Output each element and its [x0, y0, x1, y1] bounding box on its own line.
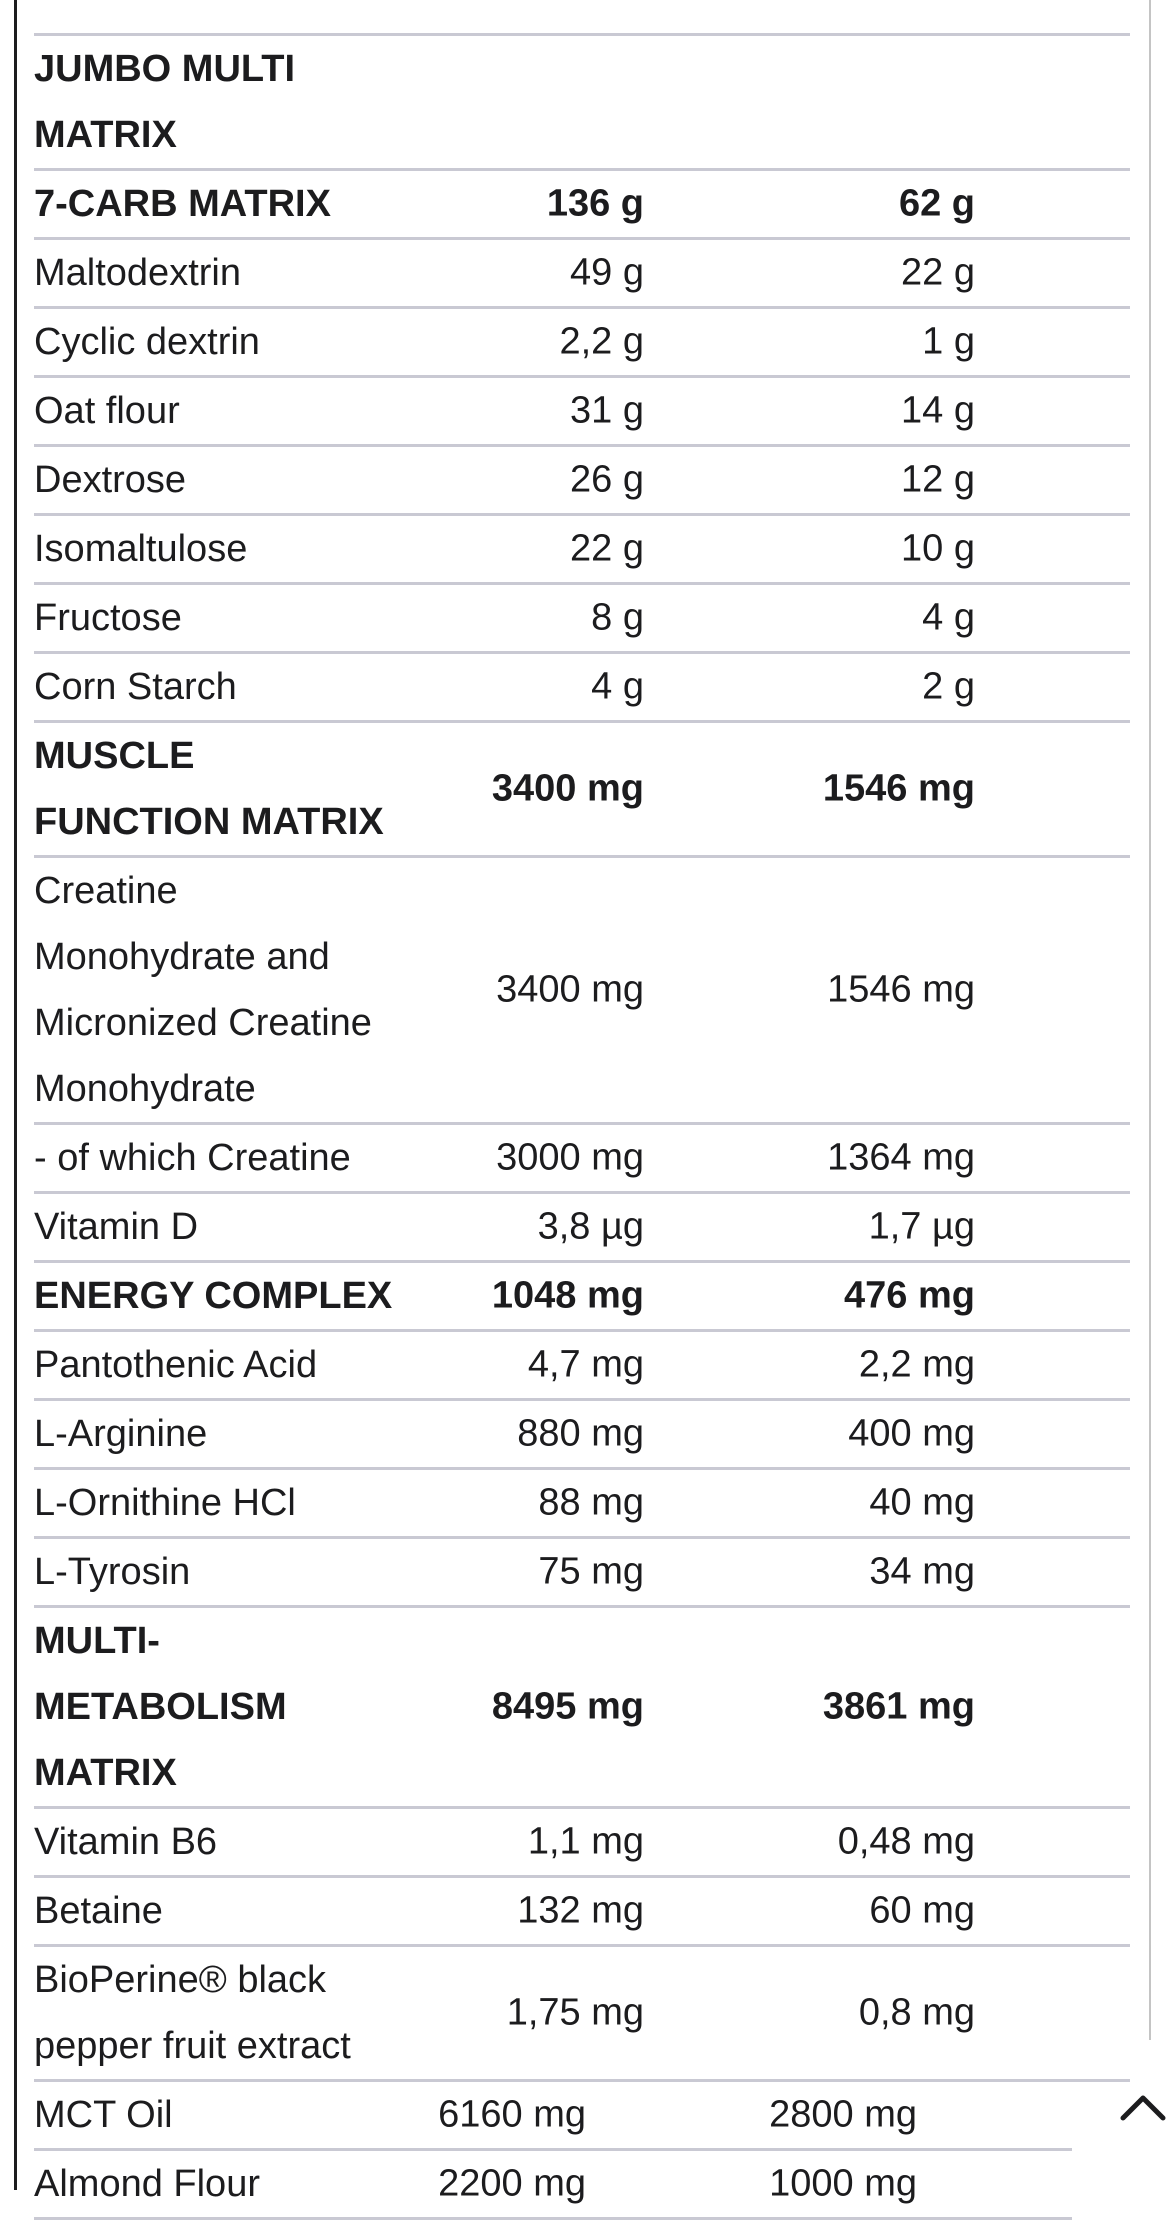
table-row	[34, 2151, 1072, 2220]
amount-per-serving: 1,75 mg	[506, 1991, 644, 2034]
amount-per-100g: 2 g	[922, 665, 975, 708]
table-row	[34, 1947, 1130, 2082]
nutrient-name: Isomaltulose	[34, 528, 248, 570]
amount-per-100g: 60 mg	[869, 1889, 975, 1932]
amount-per-serving: 1048 mg	[491, 1274, 644, 1317]
table-row	[34, 1332, 1130, 1401]
table-row	[34, 2082, 1072, 2151]
table-row	[34, 858, 1130, 1125]
amount-per-100g: 1,7 µg	[868, 1205, 975, 1248]
nutrient-name: L-Arginine	[34, 1413, 208, 1455]
amount-per-serving: 8 g	[591, 596, 644, 639]
amount-per-100g: 476 mg	[844, 1274, 975, 1317]
nutrient-name: BioPerine® black pepper fruit extract	[34, 1959, 351, 2067]
amount-per-serving: 88 mg	[538, 1481, 644, 1524]
table-row	[34, 378, 1130, 447]
amount-per-serving: 2200 mg	[438, 2162, 586, 2205]
nutrient-name: L-Ornithine HCl	[34, 1482, 296, 1524]
table-row	[34, 1470, 1130, 1539]
nutrient-name: Fructose	[34, 597, 182, 639]
nutrient-name: Corn Starch	[34, 666, 237, 708]
table-row	[34, 1194, 1130, 1263]
nutrient-name: Cyclic dextrin	[34, 321, 260, 363]
amount-per-100g: 0,8 mg	[858, 1991, 975, 2034]
amount-per-100g: 34 mg	[869, 1550, 975, 1593]
amount-per-serving: 3000 mg	[496, 1136, 644, 1179]
nutrient-name: Vitamin D	[34, 1206, 199, 1248]
table-row	[34, 1878, 1130, 1947]
nutrient-name: Betaine	[34, 1890, 163, 1932]
table-row	[34, 723, 1130, 858]
table-row	[34, 1401, 1130, 1470]
nutrient-name: Almond Flour	[34, 2163, 260, 2205]
nutrient-name: - of which Creatine	[34, 1137, 351, 1179]
amount-per-serving: 1,1 mg	[527, 1820, 644, 1863]
amount-per-100g: 2,2 mg	[858, 1343, 975, 1386]
table-row	[34, 1608, 1130, 1809]
table-row	[34, 36, 1130, 171]
amount-per-100g: 1364 mg	[827, 1136, 975, 1179]
amount-per-serving: 6160 mg	[438, 2093, 586, 2136]
table-row	[34, 240, 1130, 309]
amount-per-serving: 880 mg	[517, 1412, 644, 1455]
amount-per-100g: 400 mg	[848, 1412, 975, 1455]
amount-per-100g: 22 g	[901, 251, 975, 294]
nutrient-name: Pantothenic Acid	[34, 1344, 318, 1386]
nutrient-name: Creatine Monohydrate and Micronized Creatine Monohydrate	[34, 870, 372, 1110]
nutrient-name: Vitamin B6	[34, 1821, 218, 1863]
nutrient-name: MULTI- METABOLISM MATRIX	[34, 1620, 287, 1794]
table-row	[34, 1539, 1130, 1608]
amount-per-100g: 12 g	[901, 458, 975, 501]
amount-per-serving: 132 mg	[517, 1889, 644, 1932]
amount-per-100g: 2800 mg	[769, 2093, 917, 2136]
amount-per-100g: 1000 mg	[769, 2162, 917, 2205]
amount-per-100g: 4 g	[922, 596, 975, 639]
table-row	[34, 171, 1130, 240]
amount-per-100g: 1546 mg	[822, 767, 975, 810]
amount-per-serving: 3,8 µg	[537, 1205, 644, 1248]
amount-per-serving: 26 g	[570, 458, 644, 501]
table-row	[34, 516, 1130, 585]
nutrition-table	[0, 36, 1170, 2220]
nutrient-name: Maltodextrin	[34, 252, 241, 294]
nutrient-name: Dextrose	[34, 459, 187, 501]
amount-per-serving: 31 g	[570, 389, 644, 432]
amount-per-100g: 40 mg	[869, 1481, 975, 1524]
amount-per-100g: 62 g	[898, 182, 975, 225]
amount-per-serving: 4,7 mg	[527, 1343, 644, 1386]
amount-per-serving: 49 g	[570, 251, 644, 294]
table-row	[34, 654, 1130, 723]
amount-per-100g: 0,48 mg	[837, 1820, 975, 1863]
amount-per-100g: 1 g	[922, 320, 975, 363]
nutrient-name: L-Tyrosin	[34, 1551, 191, 1593]
table-row	[34, 309, 1130, 378]
amount-per-serving: 75 mg	[538, 1550, 644, 1593]
amount-per-serving: 3400 mg	[491, 767, 644, 810]
amount-per-100g: 3861 mg	[822, 1685, 975, 1728]
nutrient-name: ENERGY COMPLEX	[34, 1275, 393, 1317]
table-row	[34, 585, 1130, 654]
scroll-to-top-button[interactable]	[1116, 2080, 1170, 2140]
table-row	[34, 1125, 1130, 1194]
chevron-up-icon	[1116, 2080, 1170, 2140]
nutrient-name: 7-CARB MATRIX	[34, 183, 331, 225]
amount-per-100g: 1546 mg	[827, 968, 975, 1011]
table-row	[34, 447, 1130, 516]
amount-per-serving: 22 g	[570, 527, 644, 570]
nutrient-name: MUSCLE FUNCTION MATRIX	[34, 735, 384, 843]
nutrient-name: MCT Oil	[34, 2094, 173, 2136]
table-row	[34, 1809, 1130, 1878]
amount-per-100g: 14 g	[901, 389, 975, 432]
amount-per-serving: 136 g	[546, 182, 644, 225]
amount-per-serving: 4 g	[591, 665, 644, 708]
nutrient-name: JUMBO MULTI MATRIX	[34, 48, 296, 156]
table-row	[34, 1263, 1130, 1332]
amount-per-serving: 3400 mg	[496, 968, 644, 1011]
amount-per-100g: 10 g	[901, 527, 975, 570]
amount-per-serving: 2,2 g	[559, 320, 644, 363]
amount-per-serving: 8495 mg	[491, 1685, 644, 1728]
nutrient-name: Oat flour	[34, 390, 180, 432]
